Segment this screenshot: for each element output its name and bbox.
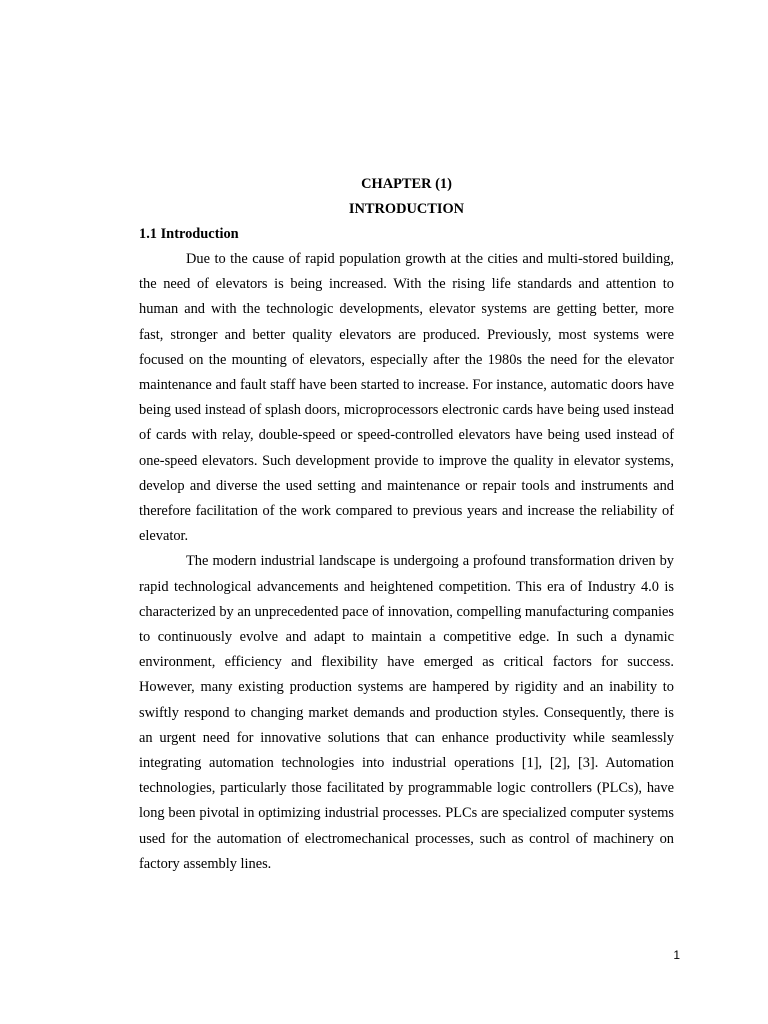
chapter-number: CHAPTER (1) (361, 176, 452, 192)
body-text (139, 247, 674, 877)
paragraph-elevators: Due to the cause of rapid population growth at the cities and multi-stored building, the need of elevators is being increased. With the rising life standards and attention to human and with the technologic developments, elevator systems are getting better, more fast, stronger and better quality elevators are produced. Previously, most systems were focused on the mounting of elevators, especially after the 1980s the need for the elevator maintenance and fault staff have been started to increase. For instance, automatic doors have being used instead of splash doors, microprocessors electronic cards have being used instead of cards with relay, double-speed or speed-controlled elevators have being used instead of one-speed elevators. Such development provide to improve the quality in elevator systems, develop and diverse the used setting and maintenance or repair tools and instruments and therefore facilitation of the work compared to previous years and increase the reliability of elevator. (139, 251, 674, 545)
page-number: 1 (673, 948, 680, 962)
section-heading: 1.1 Introduction (139, 226, 239, 242)
chapter-title: INTRODUCTION (348, 201, 465, 217)
paragraph-industry: The modern industrial landscape is undergoing a profound transformation driven by rapid technological advancements and heightened competition. This era of Industry 4.0 is characterized by an unprecedented pace of innovation, compelling manufacturing companies to continuously evolve and adapt to maintain a competitive edge. In such a dynamic environment, efficiency and flexibility have emerged as critical factors for success. However, many existing production systems are hampered by rigidity and an inability to swiftly respond to changing market demands and production styles. Consequently, there is an urgent need for innovative solutions that can enhance productivity while seamlessly integrating automation technologies into industrial operations [1], [2], [3]. Automation technologies, particularly those facilitated by programmable logic controllers (PLCs), have long been pivotal in optimizing industrial processes. PLCs are specialized computer systems used for the automation of electromechanical processes, such as control of machinery on factory assembly lines. (139, 553, 674, 872)
